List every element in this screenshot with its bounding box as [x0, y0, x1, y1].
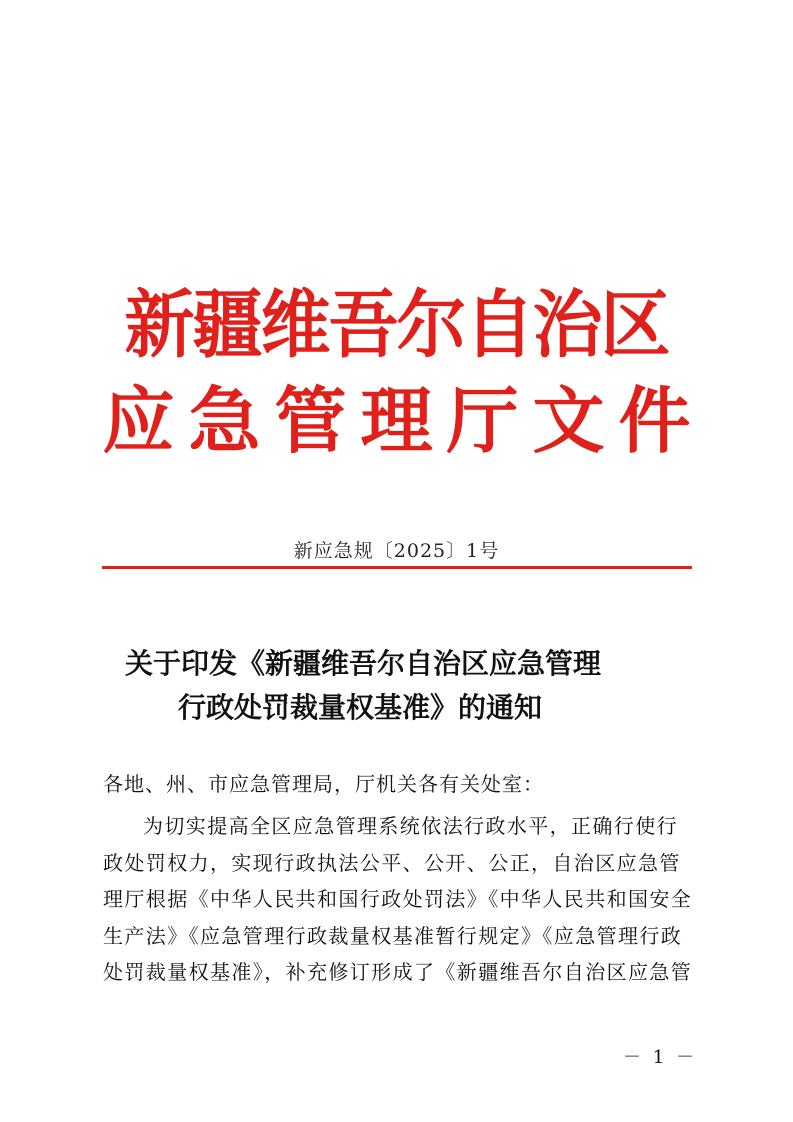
- body-line: 处罚裁量权基准》，补充修订形成了《新疆维吾尔自治区应急管: [103, 960, 693, 984]
- issuer-name-line2: 应急管理厅文件: [102, 378, 705, 463]
- body-line: 生产法》《应急管理行政裁量权基准暂行规定》《应急管理行政: [103, 923, 683, 948]
- body-line: 为切实提高全区应急管理系统依法行政水平，正确行使行: [143, 814, 678, 838]
- document-number: 新应急规〔2025〕1号: [293, 540, 500, 562]
- page-number: － 1 －: [623, 1047, 697, 1068]
- issuer-name-line1: 新疆维吾尔自治区: [124, 280, 669, 369]
- notice-title-line2: 行政处罚裁量权基准》的通知: [178, 691, 543, 724]
- body-paragraph: [103, 808, 703, 991]
- salutation: 各地、州、市应急管理局，厅机关各有关处室：: [103, 772, 544, 796]
- body-line: 政处罚权力，实现行政执法公平、公开、公正，自治区应急管: [103, 850, 681, 875]
- red-divider-line: [102, 566, 692, 569]
- body-line: 理厅根据《中华人民共和国行政处罚法》《中华人民共和国安全: [103, 887, 693, 911]
- notice-title-line1: 关于印发《新疆维吾尔自治区应急管理: [125, 647, 602, 680]
